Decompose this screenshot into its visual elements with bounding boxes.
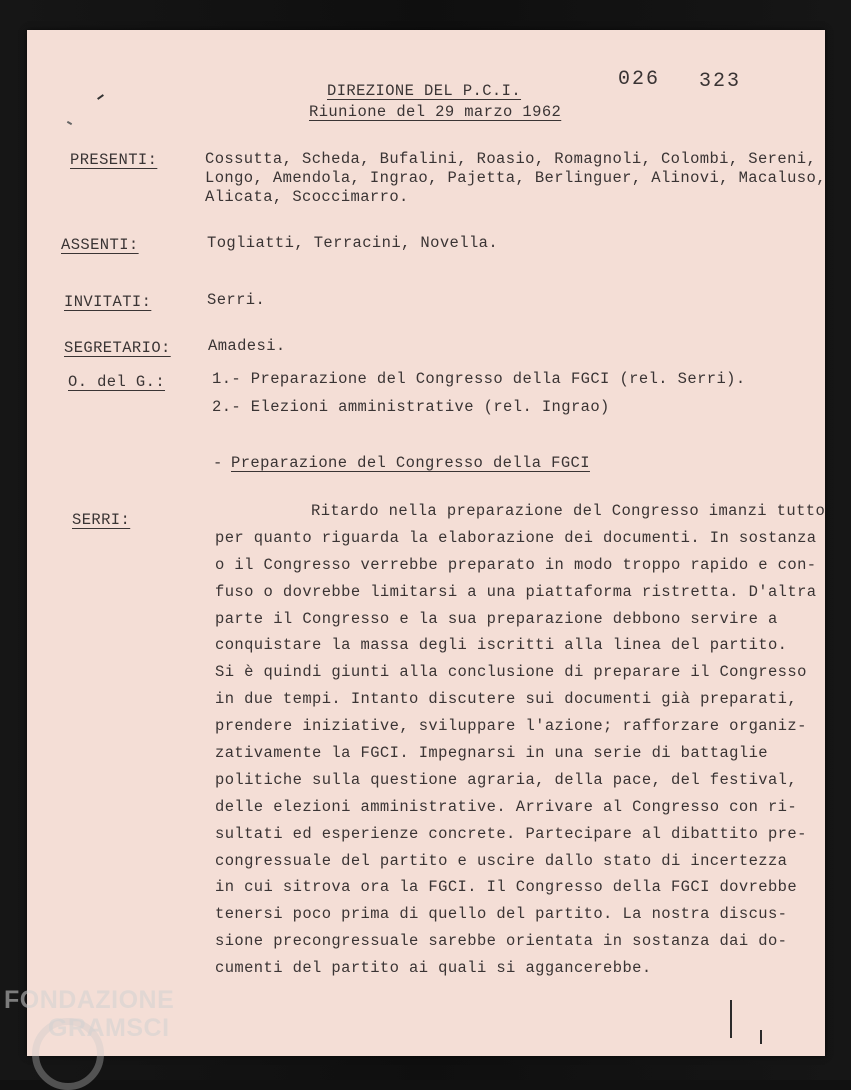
speech-line: per quanto riguarda la elaborazione dei documenti. In sostanza [215,528,817,547]
invitati-value: Serri. [207,291,266,309]
section-dash: - [213,454,223,472]
speech-body [215,502,826,986]
speech-line: sultati ed esperienze concrete. Partecipare al dibattito pre- [215,824,807,843]
speech-line: delle elezioni amministrative. Arrivare al Congresso con ri- [215,797,798,816]
speech-line: Si è quindi giunti alla conclusione di preparare il Congresso [215,663,807,682]
protocol-number-b: 323 [699,70,742,93]
watermark [4,986,174,1042]
speech-line: parte il Congresso e la sua preparazione debbono servire a [215,609,778,628]
speech-line: cumenti del partito ai quali si aggancerebbe. [215,959,652,978]
speech-line: Ritardo nella preparazione del Congresso imanzi tutto [311,502,826,520]
speech-line: o il Congresso verrebbe preparato in modo troppo rapido e con- [215,555,817,574]
odg-item: 1.- Preparazione del Congresso della FGCI (rel. Serri). [212,370,746,388]
speech-line: in cui sitrova ora la FGCI. Il Congresso della FGCI dovrebbe [215,878,798,897]
pencil-mark [760,1030,762,1044]
watermark-line: FONDAZIONE [4,986,175,1014]
document-page [27,30,825,1056]
invitati-label: INVITATI: [64,293,152,311]
assenti-label: ASSENTI: [61,236,139,254]
pencil-mark [730,1000,732,1038]
meeting-date: Riunione del 29 marzo 1962 [309,103,562,121]
speech-line: prendere iniziative, sviluppare l'azione; rafforzare organiz- [215,717,807,736]
presenti-line: Cossutta, Scheda, Bufalini, Roasio, Romagnoli, Colombi, Sereni, [205,150,817,168]
speech-line: in due tempi. Intanto discutere sui documenti già preparati, [215,690,798,709]
watermark-line: GRAMSCI [48,1014,170,1042]
protocol-number-a: 026 [618,68,661,91]
presenti-line: Longo, Amendola, Ingrao, Pajetta, Berlinguer, Alinovi, Macaluso, [205,169,826,187]
pen-mark [67,121,72,125]
assenti-value: Togliatti, Terracini, Novella. [207,234,499,252]
segretario-value: Amadesi. [208,337,286,355]
speech-line: politiche sulla questione agraria, della pace, del festival, [215,770,798,789]
speech-line: tenersi poco prima di quello del partito. La nostra discus- [215,905,788,924]
document-title: DIREZIONE DEL P.C.I. [327,82,522,100]
pen-mark [97,94,104,100]
speech-line: fuso o dovrebbe limitarsi a una piattaforma ristretta. D'altra [215,582,817,601]
odg-item: 2.- Elezioni amministrative (rel. Ingrao) [212,398,610,416]
section-heading: Preparazione del Congresso della FGCI [231,454,590,472]
speech-line: sione precongressuale sarebbe orientata in sostanza dai do- [215,932,788,951]
speaker-label: SERRI: [72,511,131,529]
presenti-line: Alicata, Scoccimarro. [205,188,409,206]
odg-label: O. del G.: [68,373,166,391]
speech-line: zativamente la FGCI. Impegnarsi in una serie di battaglie [215,744,768,763]
presenti-label: PRESENTI: [70,151,158,169]
speech-line: congressuale del partito e uscire dallo stato di incertezza [215,851,788,870]
segretario-label: SEGRETARIO: [64,339,171,357]
speech-line: conquistare la massa degli iscritti alla linea del partito. [215,636,788,655]
